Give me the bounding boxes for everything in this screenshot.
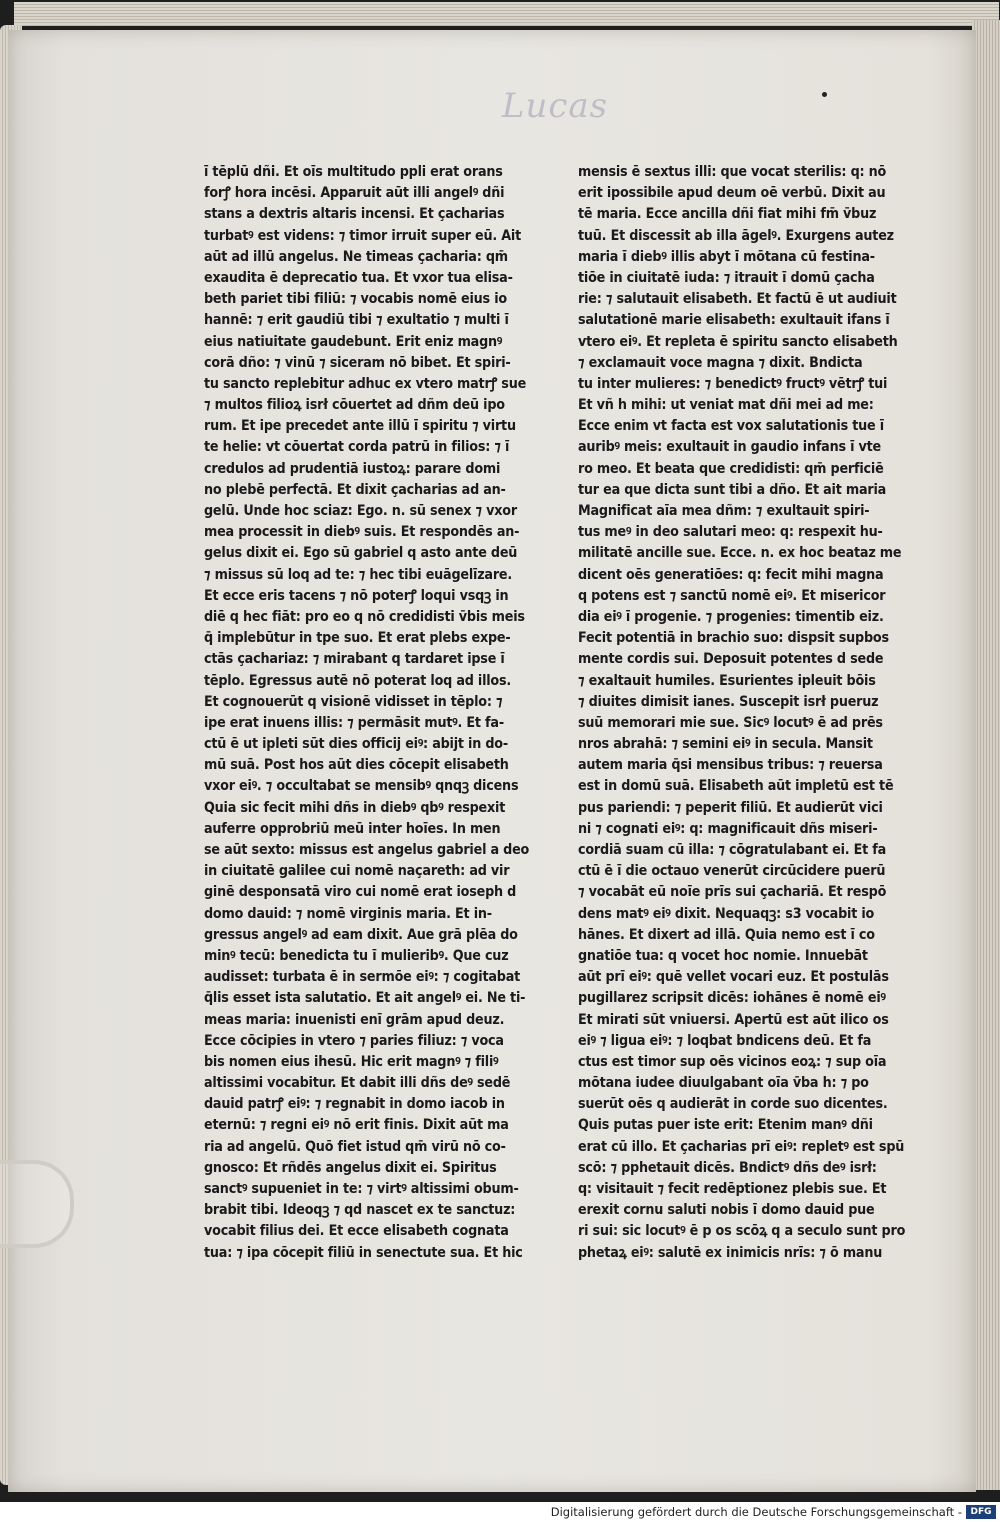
- left-column-line: Et cognouerūt q visionē vidisset in tēplo: ⁊: [204, 693, 503, 710]
- right-column-line: Ecce enim vt facta est vox salutationis tue ī: [578, 418, 884, 435]
- right-column-line: vtero eiꝰ. Et repleta ē spiritu sancto elisabeth: [578, 333, 898, 350]
- left-column-line: dauid patrꝭ eiꝰ: ⁊ regnabit in domo iacob in: [204, 1096, 505, 1113]
- right-column-line: salutationē marie elisabeth: exultauit ifans ī: [578, 312, 890, 329]
- right-column-line: dicent oēs generatiōes: q: fecit mihi magna: [578, 566, 884, 583]
- left-column-line: q̄lis esset ista salutatio. Et ait angelꝰ ei. Ne ti-: [204, 990, 526, 1007]
- right-column-line: Et mirati sūt vniuersi. Apertū est aūt ilico os: [578, 1011, 889, 1028]
- right-column-line: Quis putas puer iste erit: Etenim manꝰ dñi: [578, 1117, 873, 1134]
- right-column-line: mensis ē sextus illi: que vocat sterilis: q: nō: [578, 164, 887, 180]
- left-column-line: mū suā. Post hos aūt dies cōcepit elisabeth: [204, 757, 509, 774]
- right-column-line: pus pariendi: ⁊ peperit filiū. Et audierūt vici: [578, 799, 883, 816]
- left-column-line: minꝰ tecū: benedicta tu ī mulieribꝰ. Que cuz: [204, 947, 509, 964]
- text-column-left: [204, 162, 564, 1264]
- right-column-line: ctū ē ī die octauo venerūt circūcidere puerū: [578, 863, 886, 880]
- right-column-line: ⁊ diuites dimisit ianes. Suscepit isrł pueruz: [578, 693, 879, 710]
- left-column-line: in ciuitatē galilee cui nomē naçareth: ad vir: [204, 863, 510, 880]
- left-column-line: mea processit in diebꝰ suis. Et respondēs an-: [204, 524, 520, 541]
- left-column-line: tua: ⁊ ipa cōcepit filiū in senectute sua. Et hic: [204, 1244, 523, 1261]
- ink-dot: [822, 92, 827, 97]
- right-column-line: Fecit potentiā in brachio suo: dispsit supbos: [578, 630, 889, 647]
- right-column-line: ni ⁊ cognati eiꝰ: q: magnificauit dñs miseri-: [578, 820, 878, 837]
- right-column-line: mōtana iudee diuulgabant oīa v̄ba h: ⁊ po: [578, 1075, 869, 1092]
- right-column-line: phetaꝝ eiꝰ: salutē ex inimicis nrīs: ⁊ ō manu: [578, 1244, 883, 1261]
- right-column-line: militatē ancille sue. Ecce. n. ex hoc beataz me: [578, 545, 902, 562]
- right-column-line: gnatiōe tua: q vocet hoc nomie. Innuebāt: [578, 947, 868, 964]
- left-column-line: te helie: vt cōuertat corda patrū in filios: ⁊ ī: [204, 439, 510, 456]
- right-column-line: eiꝰ ⁊ ligua eiꝰ: ⁊ loqbat bndicens deū. Et fa: [578, 1032, 872, 1049]
- right-column-line: autem maria q̄si mensibus tribus: ⁊ reuersa: [578, 757, 883, 774]
- running-head: Lucas: [501, 86, 609, 126]
- page-clip: [0, 1160, 74, 1248]
- left-column-line: corā dño: ⁊ vinū ⁊ siceram nō bibet. Et spiri-: [204, 354, 511, 371]
- right-column-line: rie: ⁊ salutauit elisabeth. Et factū ē ut audiuit: [578, 291, 897, 308]
- left-column-line: q̄ implebūtur in tpe suo. Et erat plebs expe-: [204, 630, 511, 647]
- right-column-line: suū memorari mie sue. Sicꝰ locutꝰ ē ad prēs: [578, 714, 883, 731]
- left-column-line: eternū: ⁊ regni eiꝰ nō erit finis. Dixit aūt ma: [204, 1117, 509, 1134]
- right-column-line: tuū. Et discessit ab illa āgelꝰ. Exurgens autez: [578, 227, 894, 244]
- left-column-line: ctū ē ut ipleti sūt dies officij eiꝰ: abijt in do-: [204, 736, 508, 753]
- page-stack-right-edge: [972, 20, 1000, 1490]
- right-column-line: ⁊ vocabāt eū noīe prīs sui çachariā. Et respō: [578, 884, 887, 901]
- left-column-line: audisset: turbata ē in sermōe eiꝰ: ⁊ cogitabat: [204, 969, 521, 986]
- right-column-line: pugillarez scripsit dicēs: iohānes ē nomē eiꝰ: [578, 990, 886, 1007]
- right-column-line: dens matꝰ eiꝰ dixit. Nequaqꝫ: s3 vocabit io: [578, 905, 875, 922]
- left-column-line: forꝭ hora incēsi. Apparuit aūt illi angelꝰ dñi: [204, 185, 505, 202]
- left-column-line: turbatꝰ est videns: ⁊ timor irruit super eū. Ait: [204, 227, 521, 244]
- right-column-line: ⁊ exclamauit voce magna ⁊ dixit. Bndicta: [578, 354, 863, 371]
- right-column-line: ⁊ exaltauit humiles. Esurientes ipleuit bōis: [578, 672, 876, 689]
- right-column-line: dia eiꝰ ī progenie. ⁊ progenies: timentib eiz.: [578, 608, 884, 625]
- right-column-line: scō: ⁊ pphetauit dicēs. Bndictꝰ dñs deꝰ isrł:: [578, 1159, 877, 1176]
- right-column-line: mente cordis sui. Deposuit potentes d sede: [578, 651, 884, 668]
- left-column-line: Ecce cōcipies in vtero ⁊ paries filiuz: ⁊ voca: [204, 1032, 504, 1049]
- dfg-logo: DFG: [966, 1505, 996, 1519]
- left-column-line: credulos ad prudentiā iustoꝝ: parare domi: [204, 460, 501, 477]
- left-column-line: gressus angelꝰ ad eam dixit. Aue grā plēa do: [204, 926, 518, 943]
- credit-text: Digitalisierung gefördert durch die Deutsche Forschungsgemeinschaft -: [550, 1505, 962, 1519]
- digitization-credit-bar: [0, 1502, 1000, 1522]
- page-stack-top-edge: [14, 2, 999, 26]
- left-column-line: domo dauid: ⁊ nomē virginis maria. Et in-: [204, 905, 492, 922]
- right-column-line: hānes. Et dixert ad illā. Quia nemo est ī co: [578, 926, 875, 943]
- left-column-line: ginē desponsatā viro cui nomē erat ioseph d: [204, 884, 517, 901]
- left-column-line: meas maria: inuenisti enī grām apud deuz.: [204, 1011, 505, 1028]
- right-column-line: maria ī diebꝰ illis abyt ī mōtana cū festina-: [578, 248, 875, 265]
- right-column-line: Magnificat aīa mea dñm: ⁊ exultauit spiri-: [578, 503, 870, 519]
- left-column-line: ctās çachariaz: ⁊ mirabant q tardaret ipse ī: [204, 651, 505, 668]
- right-column-line: q: visitauit ⁊ fecit redēptionez plebis sue. Et: [578, 1181, 887, 1197]
- left-column-line: ria ad angelū. Quō fiet istud qm̄ virū nō co-: [204, 1138, 506, 1155]
- left-column-line: gelū. Unde hoc sciaz: Ego. n. sū senex ⁊ vxor: [204, 503, 517, 519]
- right-column-line: erexit cornu saluti nobis ī domo dauid pue: [578, 1202, 875, 1219]
- right-column-line: erat cū illo. Et çacharias prī eiꝰ: repletꝰ est spū: [578, 1138, 905, 1155]
- right-column-line: erit ipossibile apud deum oē verbū. Dixit au: [578, 185, 886, 202]
- left-column-line: tu sancto replebitur adhuc ex vtero matrꝭ sue: [204, 375, 527, 392]
- left-column-line: gelus dixit ei. Ego sū gabriel q asto ante deū: [204, 545, 518, 562]
- left-column-line: Et ecce eris tacens ⁊ nō poterꝭ loqui vsqꝫ in: [204, 587, 509, 604]
- right-column-line: q potens est ⁊ sanctū nomē eiꝰ. Et misericor: [578, 587, 886, 604]
- left-column-line: ⁊ missus sū loq ad te: ⁊ hec tibi euāgelīzare.: [204, 566, 513, 583]
- left-column-line: eius natiuitate gaudebunt. Erit eniz magnꝰ: [204, 333, 503, 350]
- right-column-line: aūt prī eiꝰ: quē vellet vocari euz. Et postulās: [578, 969, 889, 986]
- right-column-line: tus meꝰ in deo salutari meo: q: respexit hu-: [578, 524, 883, 541]
- left-column-line: altissimi vocabitur. Et dabit illi dñs deꝰ sedē: [204, 1075, 511, 1092]
- left-column-line: rum. Et ipe precedet ante illū ī spiritu ⁊ virtu: [204, 418, 516, 435]
- left-column-line: stans a dextris altaris incensi. Et çacharias: [204, 206, 505, 223]
- left-column-line: hannē: ⁊ erit gaudiū tibi ⁊ exultatio ⁊ multi ī: [204, 312, 509, 329]
- right-column-line: ro meo. Et beata que credidisti: qm̄ perficiē: [578, 460, 884, 477]
- left-column-line: ⁊ multos filioꝝ isrł cōuertet ad dñm deū ipo: [204, 397, 505, 414]
- left-column-line: auferre opprobriū meū inter hoīes. In men: [204, 820, 501, 837]
- right-column-line: Et vñ h mihi: ut veniat mat dñi mei ad me:: [578, 397, 874, 414]
- left-column-line: brabit tibi. Ideoqꝫ ⁊ qd nascet ex te sanctuz:: [204, 1202, 516, 1219]
- right-column-line: ctus est timor sup oēs vicinos eoꝝ: ⁊ sup oīa: [578, 1053, 887, 1070]
- left-column-line: Quia sic fecit mihi dñs in diebꝰ qbꝰ respexit: [204, 799, 506, 816]
- right-column-line: ri sui: sic locutꝰ ē p os scōꝝ q a seculo sunt pro: [578, 1223, 906, 1240]
- left-column-line: gnosco: Et rñdēs angelus dixit ei. Spiritus: [204, 1159, 497, 1176]
- left-column-line: ī tēplū dñi. Et oīs multitudo ppli erat orans: [204, 164, 503, 180]
- left-column-line: beth pariet tibi filiū: ⁊ vocabis nomē eius io: [204, 291, 507, 308]
- right-column-line: est in domū suā. Elisabeth aūt impletū est tē: [578, 778, 894, 795]
- right-column-line: cordiā suam cū illa: ⁊ cōgratulabant ei. Et fa: [578, 842, 887, 858]
- left-column-line: vxor eiꝰ. ⁊ occultabat se mensibꝰ qnqꝫ dicens: [204, 778, 519, 795]
- left-column-line: exaudita ē deprecatio tua. Et vxor tua elisa-: [204, 269, 513, 286]
- right-column-line: nros abrahā: ⁊ semini eiꝰ in secula. Mansit: [578, 736, 873, 753]
- right-column-line: auribꝰ meis: exultauit in gaudio infans ī vte: [578, 439, 882, 456]
- left-column-line: diē q hec fiāt: pro eo q nō credidisti v̄bis meis: [204, 608, 525, 625]
- left-column-line: ipe erat inuens illis: ⁊ permāsit mutꝰ. Et fa-: [204, 714, 504, 731]
- right-column-line: tu inter mulieres: ⁊ benedictꝰ fructꝰ vētrꝭ tui: [578, 375, 888, 392]
- text-column-right: [578, 162, 938, 1264]
- right-column-line: tiōe in ciuitatē iuda: ⁊ itrauit ī domū çacha: [578, 269, 875, 286]
- left-column-line: aūt ad illū angelus. Ne timeas çacharia: qm̄: [204, 248, 508, 265]
- left-column-line: bis nomen eius ihesū. Hic erit magnꝰ ⁊ filiꝰ: [204, 1053, 499, 1070]
- left-column-line: vocabit filius dei. Et ecce elisabeth cognata: [204, 1223, 509, 1240]
- right-column-line: suerūt oēs q audierāt in corde suo dicentes.: [578, 1096, 888, 1113]
- left-column-line: sanctꝰ supueniet in te: ⁊ virtꝰ altissimi obum-: [204, 1181, 519, 1197]
- left-column-line: se aūt sexto: missus est angelus gabriel a deo: [204, 842, 530, 858]
- right-column-line: tur ea que dicta sunt tibi a dño. Et ait maria: [578, 481, 887, 498]
- left-column-line: no plebē perfectā. Et dixit çacharias ad an-: [204, 481, 506, 498]
- left-column-line: tēplo. Egressus autē nō poterat loq ad illos.: [204, 672, 512, 689]
- right-column-line: tē maria. Ecce ancilla dñi fiat mihi fm̄ v̄buz: [578, 206, 877, 223]
